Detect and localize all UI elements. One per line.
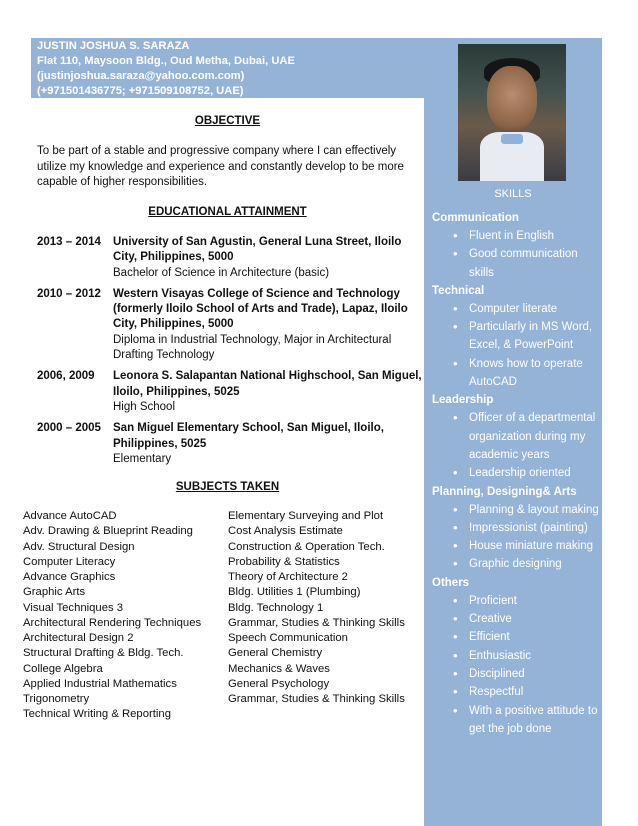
subject-item: Speech Communication bbox=[228, 632, 348, 644]
subject-item: Bldg. Technology 1 bbox=[228, 601, 324, 614]
skill-list bbox=[432, 501, 600, 574]
education-years: 2010 – 2012 bbox=[37, 287, 101, 300]
education-detail: Bachelor of Science in Architecture (basic) bbox=[113, 266, 330, 279]
address: Flat 110, Maysoon Bldg., Oud Metha, Dubai, UAE bbox=[37, 55, 295, 67]
education-list bbox=[37, 235, 422, 473]
subjects-column-1 bbox=[23, 509, 228, 723]
skill-item: • House miniature making bbox=[469, 537, 600, 555]
contact-header bbox=[31, 38, 424, 98]
subject-item: General Psychology bbox=[228, 677, 330, 690]
phone: (+971501436775; +971509108752, UAE) bbox=[37, 85, 244, 97]
subjects-title: SUBJECTS TAKEN bbox=[175, 481, 280, 493]
subject-item: Technical Writing & Reporting bbox=[23, 708, 171, 721]
subjects-column-2 bbox=[228, 509, 423, 723]
skill-group-title: Technical bbox=[432, 284, 485, 297]
education-title: EDUCATIONAL ATTAINMENT bbox=[148, 206, 307, 218]
education-school: Western Visayas College of Science and Technology (formerly Iloilo School of Arts and Trade), Lapaz, Iloilo City, Philippines, 5000 bbox=[113, 287, 408, 331]
skill-item: • Respectful bbox=[469, 683, 600, 701]
subject-item: Elementary Surveying and Plot bbox=[228, 510, 384, 522]
skill-item: • Impressionist (painting) bbox=[469, 519, 600, 537]
skill-item: • Officer of a departmental organization during my academic years bbox=[469, 409, 600, 464]
education-detail: Diploma in Industrial Technology, Major in Architectural Drafting Technology bbox=[113, 333, 392, 362]
subject-item: Bldg. Utilities 1 (Plumbing) bbox=[228, 586, 361, 599]
education-detail: Elementary bbox=[113, 452, 172, 465]
skill-item: • Fluent in English bbox=[469, 227, 600, 245]
skill-item: • Enthusiastic bbox=[469, 647, 600, 665]
skill-item: • Disciplined bbox=[469, 665, 600, 683]
skills-sidebar bbox=[424, 38, 602, 826]
subject-item: Architectural Rendering Techniques bbox=[23, 616, 202, 629]
skill-groups bbox=[432, 209, 600, 738]
education-years: 2000 – 2005 bbox=[37, 422, 101, 435]
skill-item: • Particularly in MS Word, Excel, & PowerPoint bbox=[469, 318, 600, 355]
subject-item: General Chemistry bbox=[228, 647, 323, 660]
skill-item: • Efficient bbox=[469, 628, 600, 646]
subject-item: Grammar, Studies & Thinking Skills bbox=[228, 693, 405, 705]
subject-item: Construction & Operation Tech. bbox=[228, 540, 385, 553]
education-detail: High School bbox=[113, 400, 176, 413]
subject-item: Adv. Structural Design bbox=[23, 540, 135, 553]
skill-group-title: Others bbox=[432, 576, 470, 589]
subject-item: Advance AutoCAD bbox=[23, 510, 117, 522]
skill-item: • With a positive attitude to get the job done bbox=[469, 702, 600, 739]
skill-item: • Proficient bbox=[469, 592, 600, 610]
subject-item: Probability & Statistics bbox=[228, 555, 340, 568]
applicant-name: JUSTIN JOSHUA S. SARAZA bbox=[37, 40, 190, 52]
objective-text: To be part of a stable and progressive company where I can effectively utilize my knowledge and experience and constantly develop to be more capable of higher responsibilities. bbox=[37, 145, 404, 188]
skill-item: • Leadership oriented bbox=[469, 464, 600, 482]
subject-item: Mechanics & Waves bbox=[228, 662, 330, 675]
skill-item: • Computer literate bbox=[469, 300, 600, 318]
skill-group-title: Communication bbox=[432, 212, 519, 224]
skill-group-title: Leadership bbox=[432, 394, 494, 407]
education-entry bbox=[37, 421, 422, 467]
education-school: Leonora S. Salapantan National Highschool, San Miguel, Iloilo, Philippines, 5025 bbox=[113, 370, 422, 398]
skill-list bbox=[432, 227, 600, 282]
objective-title: OBJECTIVE bbox=[194, 115, 261, 127]
subject-item: Theory of Architecture 2 bbox=[228, 571, 348, 583]
education-years: 2013 – 2014 bbox=[37, 236, 101, 248]
subject-item: Structural Drafting & Bldg. Tech. bbox=[23, 647, 184, 660]
skill-list bbox=[432, 409, 600, 482]
skill-item: • Graphic designing bbox=[469, 555, 600, 573]
subject-item: Applied Industrial Mathematics bbox=[23, 677, 177, 690]
skill-list bbox=[432, 300, 600, 391]
education-school: University of San Agustin, General Luna Street, Iloilo City, Philippines, 5000 bbox=[113, 236, 402, 264]
subject-item: Adv. Drawing & Blueprint Reading bbox=[23, 525, 193, 538]
education-years: 2006, 2009 bbox=[37, 370, 95, 383]
education-entry bbox=[37, 287, 422, 363]
education-school: San Miguel Elementary School, San Miguel, Iloilo, Philippines, 5025 bbox=[113, 422, 384, 450]
subjects-list bbox=[23, 509, 423, 723]
subject-item: Trigonometry bbox=[23, 693, 90, 705]
email: (justinjoshua.saraza@yahoo.com.com) bbox=[37, 70, 245, 82]
skill-item: • Knows how to operate AutoCAD bbox=[469, 355, 600, 392]
profile-photo bbox=[458, 44, 566, 181]
skills-title: SKILLS bbox=[494, 188, 532, 200]
subject-item: Grammar, Studies & Thinking Skills bbox=[228, 616, 405, 629]
subject-item: Advance Graphics bbox=[23, 571, 116, 583]
subject-item: Computer Literacy bbox=[23, 555, 116, 568]
subject-item: Visual Techniques 3 bbox=[23, 601, 124, 614]
skill-item: • Creative bbox=[469, 610, 600, 628]
skill-list bbox=[432, 592, 600, 738]
subject-item: Architectural Design 2 bbox=[23, 632, 134, 644]
education-entry bbox=[37, 369, 422, 415]
skill-item: • Good communication skills bbox=[469, 245, 600, 282]
subject-item: College Algebra bbox=[23, 662, 103, 675]
subject-item: Cost Analysis Estimate bbox=[228, 525, 343, 538]
subject-item: Graphic Arts bbox=[23, 586, 86, 599]
skill-group-title: Planning, Designing& Arts bbox=[432, 485, 577, 498]
skill-item: • Planning & layout making bbox=[469, 501, 600, 519]
education-entry bbox=[37, 235, 422, 281]
